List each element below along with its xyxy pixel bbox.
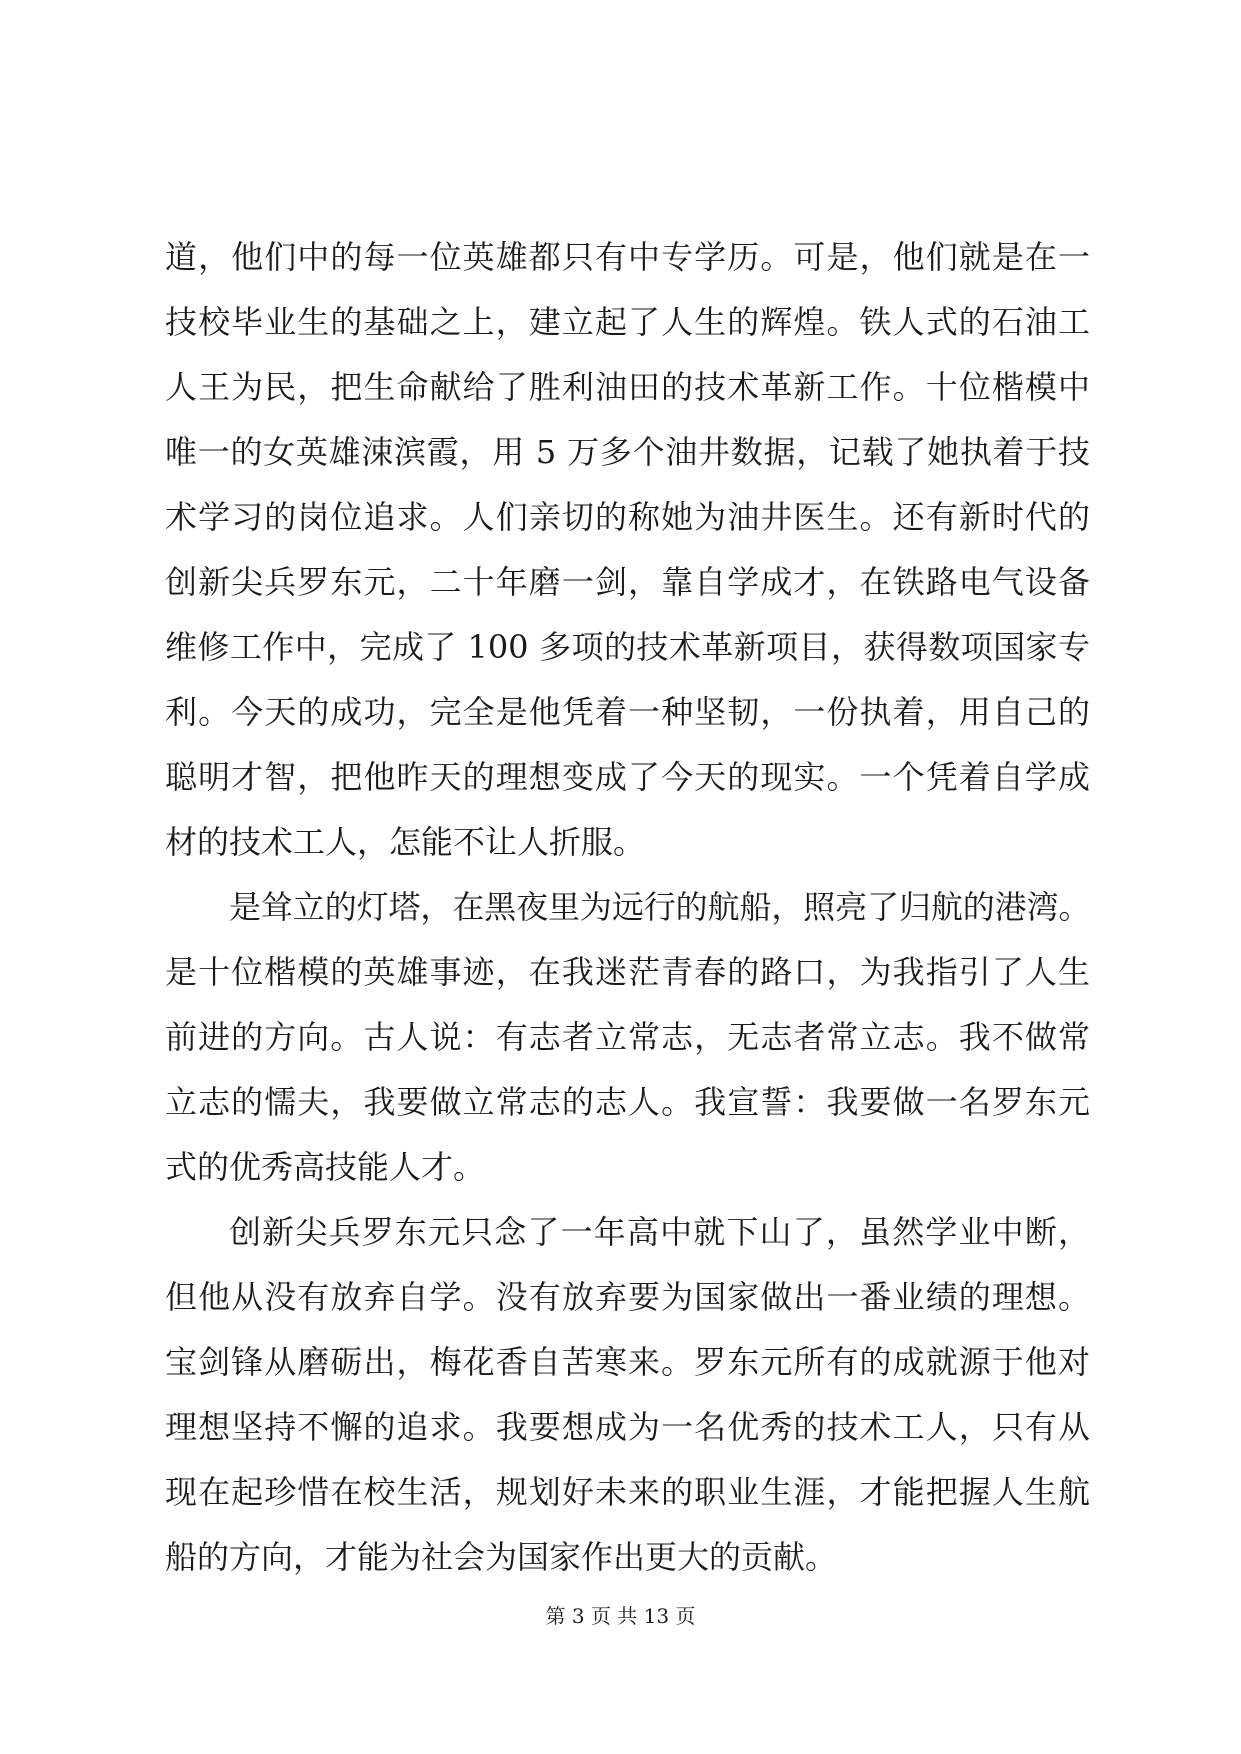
text-line: 术学习的岗位追求。人们亲切的称她为油井医生。还有新时代的 bbox=[165, 498, 1090, 536]
text-line: 是十位楷模的英雄事迹，在我迷茫青春的路口，为我指引了人生 bbox=[165, 953, 1090, 991]
text-line: 创新尖兵罗东元只念了一年高中就下山了，虽然学业中断， bbox=[229, 1213, 1090, 1251]
text-line: 聪明才智，把他昨天的理想变成了今天的现实。一个凭着自学成 bbox=[165, 758, 1090, 796]
text-line: 利。今天的成功，完全是他凭着一种坚韧，一份执着，用自己的 bbox=[165, 693, 1090, 731]
text-line: 船的方向，才能为社会为国家作出更大的贡献。 bbox=[165, 1538, 838, 1576]
text-line: 道，他们中的每一位英雄都只有中专学历。可是，他们就是在一 bbox=[165, 238, 1090, 276]
paragraph-3 bbox=[165, 1200, 1090, 1590]
text-line: 现在起珍惜在校生活，规划好未来的职业生涯，才能把握人生航 bbox=[165, 1473, 1090, 1511]
text-line: 理想坚持不懈的追求。我要想成为一名优秀的技术工人，只有从 bbox=[165, 1408, 1090, 1446]
text-line: 创新尖兵罗东元，二十年磨一剑，靠自学成才，在铁路电气设备 bbox=[165, 563, 1090, 601]
text-line: 宝剑锋从磨砺出，梅花香自苦寒来。罗东元所有的成就源于他对 bbox=[165, 1343, 1090, 1381]
paragraph-1 bbox=[165, 225, 1090, 875]
text-line: 前进的方向。古人说：有志者立常志，无志者常立志。我不做常 bbox=[165, 1018, 1090, 1056]
paragraph-2 bbox=[165, 875, 1090, 1200]
text-line: 式的优秀高技能人才。 bbox=[165, 1148, 486, 1186]
text-line: 人王为民，把生命献给了胜利油田的技术革新工作。十位楷模中 bbox=[165, 368, 1090, 406]
text-line: 维修工作中，完成了 100 多项的技术革新项目，获得数项国家专 bbox=[165, 628, 1090, 666]
text-line: 材的技术工人，怎能不让人折服。 bbox=[165, 823, 646, 861]
text-line: 技校毕业生的基础之上，建立起了人生的辉煌。铁人式的石油工 bbox=[165, 303, 1090, 341]
text-line: 是耸立的灯塔，在黑夜里为远行的航船，照亮了归航的港湾。 bbox=[229, 888, 1090, 926]
text-line: 但他从没有放弃自学。没有放弃要为国家做出一番业绩的理想。 bbox=[165, 1278, 1090, 1316]
page-number-footer: 第 3 页 共 13 页 bbox=[545, 1604, 696, 1628]
document-body bbox=[165, 225, 1090, 1590]
text-line: 立志的懦夫，我要做立常志的志人。我宣誓：我要做一名罗东元 bbox=[165, 1083, 1090, 1121]
text-line: 唯一的女英雄涑滨霞，用 5 万多个油井数据，记载了她执着于技 bbox=[165, 433, 1090, 471]
